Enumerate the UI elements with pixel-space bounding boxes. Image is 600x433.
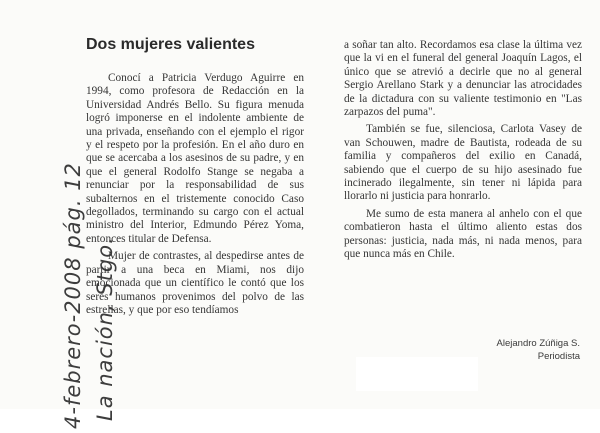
- article-column-left: [86, 72, 304, 321]
- paragraph: Mujer de contrastes, al despedirse antes de partir a una beca en Miami, nos dijo emocionada que un científico le contó que los seres humanos provenimos del polvo de las estrellas, y que por eso tendíamos: [86, 250, 304, 316]
- paragraph: También se fue, silenciosa, Carlota Vasey de van Schouwen, madre de Bautista, rodeada de su familia y compañeros del exilio en Canadá, sabiendo que el cuerpo de su hijo asesinado fue incinerado ilegalmente, sin tener ni lápida para llorarlo ni justicia para honrarlo.: [344, 123, 582, 203]
- article: [74, 30, 594, 380]
- handwritten-source: La nación, Stgo.: [93, 236, 117, 421]
- signature-role: Periodista: [537, 351, 580, 362]
- handwritten-date: 4-febrero-2008 pág. 12: [61, 162, 85, 429]
- article-column-right: [344, 39, 582, 266]
- paragraph: a soñar tan alto. Recordamos esa clase la última vez que la vi en el funeral del general Joaquín Lagos, el único que se atrevió a decirle que no al general Sergio Arellano Stark y a denunciar las atrocidades de la dictadura con su valiente testimonio en "Las zarpazos del puma".: [344, 39, 582, 119]
- redacted-area: [356, 357, 478, 391]
- paragraph: Me sumo de esta manera al anhelo con el que combatieron hasta el último aliento estas dos personas: justicia, nada más, ni nada menos, para que nunca más en Chile.: [344, 207, 582, 261]
- signature: [497, 337, 580, 363]
- paragraph: Conocí a Patricia Verdugo Aguirre en 1994, como profesora de Redacción en la Universidad Andrés Bello. Su figura menuda logró imponerse en el indolente ambiente de una privada, enseñando con el ejemplo el rigor y el respeto por la profesión. En el año duro en que se acercaba a los asesinos de su padre, y en que el general Rodolfo Stange se negaba a renunciar por la responsabilidad de sus subalternos en el tristemente conocido Caso degollados, terminando su cargo con el actual ministro del Interior, Edmundo Pérez Yoma, entonces titular de Defensa.: [86, 72, 304, 245]
- signature-name: Alejandro Zúñiga S.: [496, 338, 580, 349]
- article-title: Dos mujeres valientes: [86, 36, 255, 53]
